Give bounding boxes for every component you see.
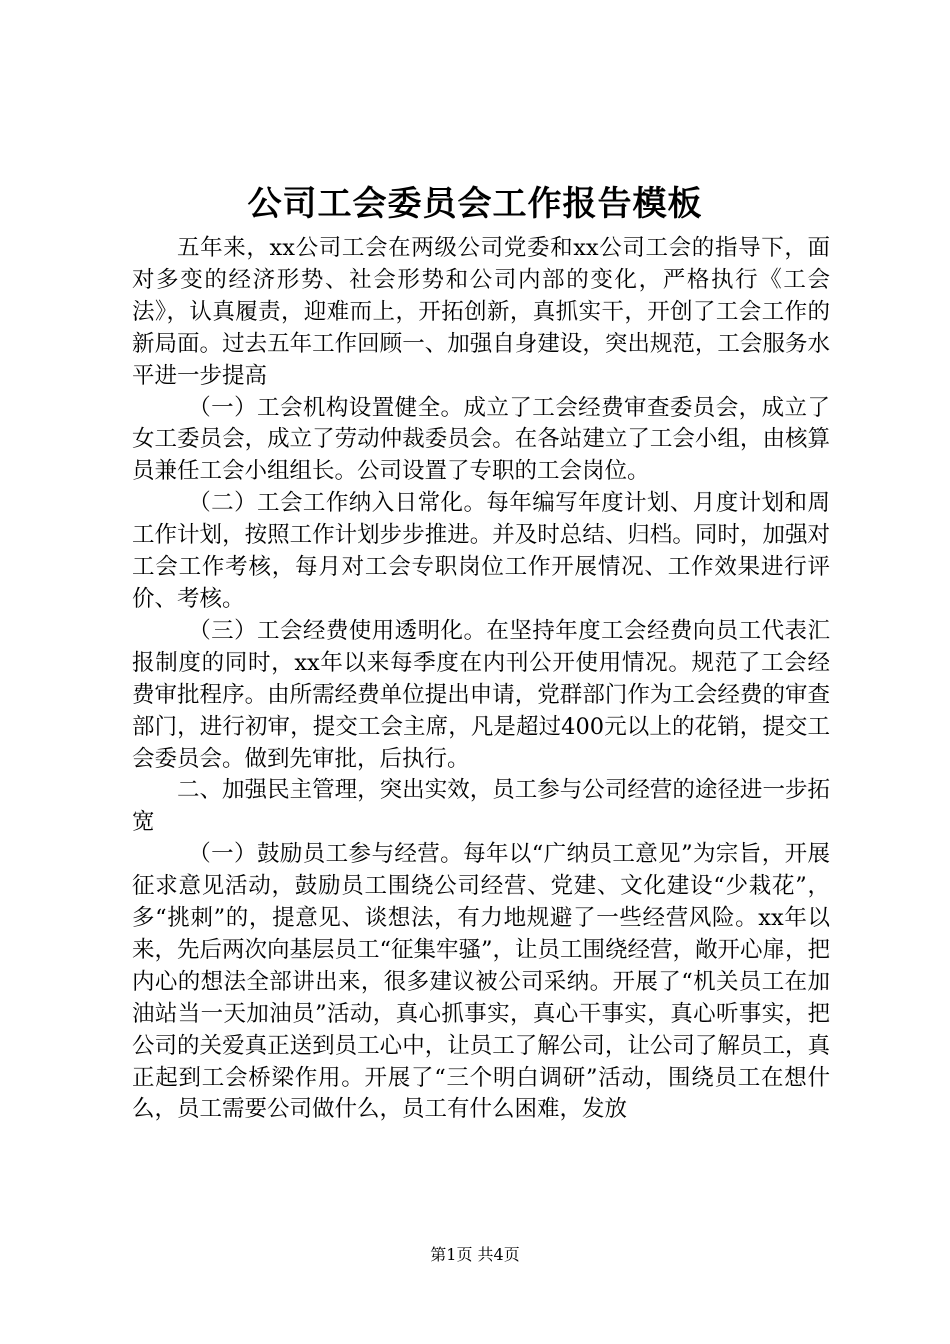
paragraph-intro: 五年来，xx公司工会在两级公司党委和xx公司工会的指导下，面对多变的经济形势、社会形势和公司内部的变化，严格执行《工会法》，认真履责，迎难而上，开拓创新，真抓实干，开创了工会工作的新局面。过去五年工作回顾一、加强自身建设，突出规范，工会服务水平进一步提高 (132, 235, 830, 389)
page-number-footer: 第1页 共4页 (430, 1245, 520, 1264)
paragraph-section-1-item-2: （二）工会工作纳入日常化。每年编写年度计划、月度计划和周工作计划，按照工作计划步步推进。并及时总结、归档。同时，加强对工会工作考核，每月对工会专职岗位工作开展情况、工作效果进行评价、考核。 (132, 490, 830, 612)
paragraph-section-1-item-3: （三）工会经费使用透明化。在坚持年度工会经费向员工代表汇报制度的同时，xx年以来每季度在内刊公开使用情况。规范了工会经费审批程序。由所需经费单位提出申请，党群部门作为工会经费的审查部门，进行初审，提交工会主席，凡是超过400元以上的花销，提交工会委员会。做到先审批，后执行。 (132, 617, 830, 772)
document-title: 公司工会委员会工作报告模板 (247, 184, 703, 224)
document-body (132, 233, 830, 1126)
paragraph-section-2-item-1: （一）鼓励员工参与经营。每年以“广纳员工意见”为宗旨，开展征求意见活动，鼓励员工围绕公司经营、党建、文化建设“少栽花”，多“挑刺”的，提意见、谈想法，有力地规避了一些经营风险。xx年以来，先后两次向基层员工“征集牢骚”，让员工围绕经营，敞开心扉，把内心的想法全部讲出来，很多建议被公司采纳。开展了“机关员工在加油站当一天加油员”活动，真心抓事实，真心干事实，真心听事实，把公司的关爱真正送到员工心中，让员工了解公司，让公司了解员工，真正起到工会桥梁作用。开展了“三个明白调研”活动，围绕员工在想什么，员工需要公司做什么，员工有什么困难，发放 (132, 841, 831, 1123)
paragraph-section-1-item-1: （一）工会机构设置健全。成立了工会经费审查委员会，成立了女工委员会，成立了劳动仲裁委员会。在各站建立了工会小组，由核算员兼任工会小组组长。公司设置了专职的工会岗位。 (132, 394, 830, 485)
paragraph-section-2-heading: 二、加强民主管理，突出实效，员工参与公司经营的途径进一步拓宽 (132, 777, 830, 836)
